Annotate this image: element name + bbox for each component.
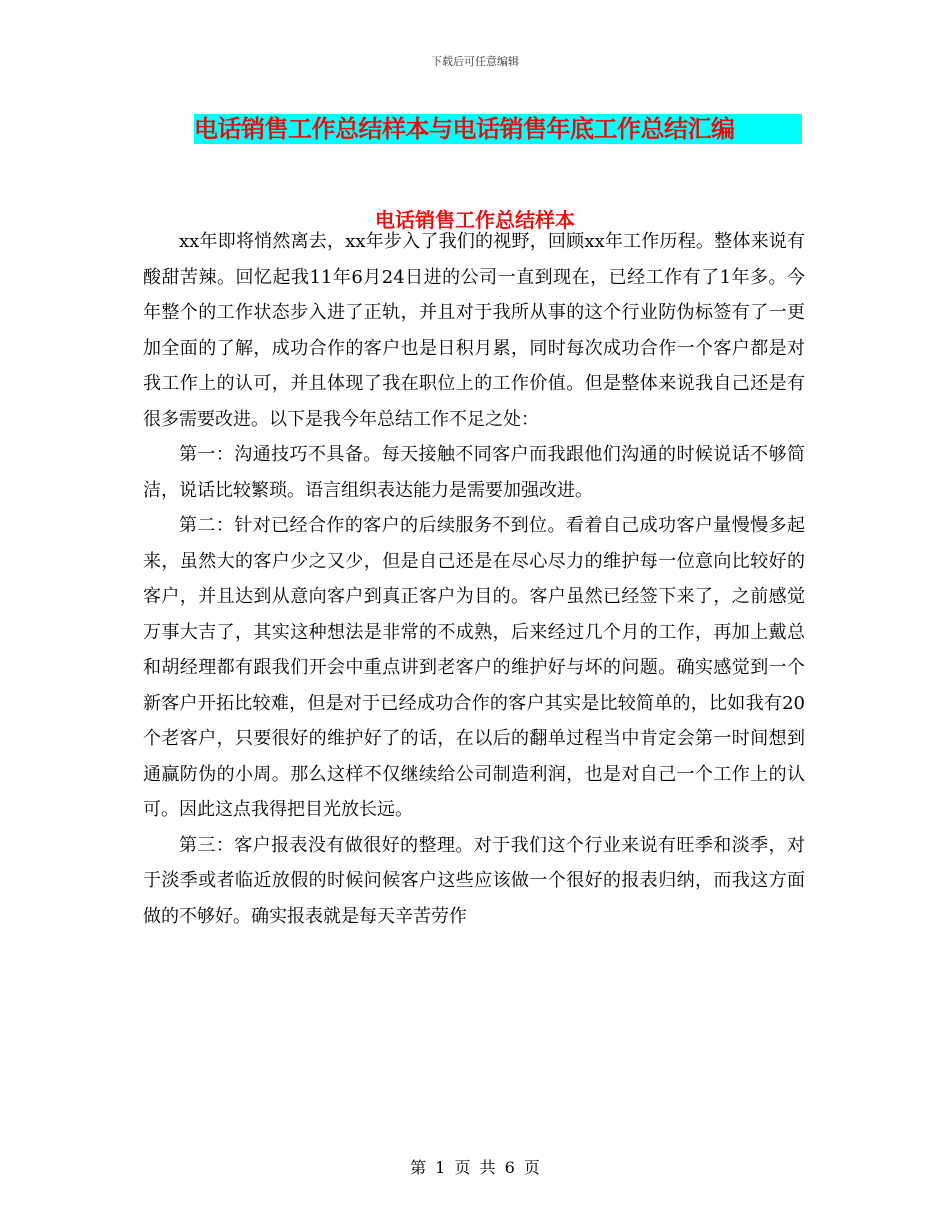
paragraph-point-1: 第一：沟通技巧不具备。每天接触不同客户而我跟他们沟通的时候说话不够简洁，说话比较繁琐。语言组织表达能力是需要加强改进。 (143, 444, 805, 501)
paragraph-intro: xx年即将悄然离去，xx年步入了我们的视野，回顾xx年工作历程。整体来说有酸甜苦辣。回忆起我11年6月24日进的公司一直到现在，已经工作有了1年多。今年整个的工作状态步入进了正轨，并且对于我所从事的这个行业防伪标签有了一更加全面的了解，成功合作的客户也是日积月累，同时每次成功合作一个客户都是对我工作上的认可，并且体现了我在职位上的工作价值。但是整体来说我自己还是有很多需要改进。以下是我今年总结工作不足之处： (143, 231, 805, 430)
body-text (143, 224, 805, 934)
header-note: 下载后可任意编辑 (431, 55, 519, 68)
paragraph-point-2: 第二：针对已经合作的客户的后续服务不到位。看着自己成功客户量慢慢多起来，虽然大的客户少之又少，但是自己还是在尽心尽力的维护每一位意向比较好的客户，并且达到从意向客户到真正客户为目的。客户虽然已经签下来了，之前感觉万事大吉了，其实这种想法是非常的不成熟，后来经过几个月的工作，再加上戴总和胡经理都有跟我们开会中重点讲到老客户的维护好与坏的问题。确实感觉到一个新客户开拓比较难，但是对于已经成功合作的客户其实是比较简单的，比如我有20个老客户，只要很好的维护好了的话，在以后的翻单过程当中肯定会第一时间想到通赢防伪的小周。那么这样不仅继续给公司制造利润，也是对自己一个工作上的认可。因此这点我得把目光放长远。 (143, 515, 805, 820)
main-title: 电话销售工作总结样本与电话销售年底工作总结汇编 (194, 114, 802, 144)
sub-title: 电话销售工作总结样本 (375, 208, 575, 232)
paragraph-point-3: 第三：客户报表没有做很好的整理。对于我们这个行业来说有旺季和淡季，对于淡季或者临近放假的时候问候客户这些应该做一个很好的报表归纳，而我这方面做的不够好。确实报表就是每天辛苦劳作 (143, 834, 805, 927)
page-number-footer: 第 1 页 共 6 页 (410, 1158, 540, 1177)
